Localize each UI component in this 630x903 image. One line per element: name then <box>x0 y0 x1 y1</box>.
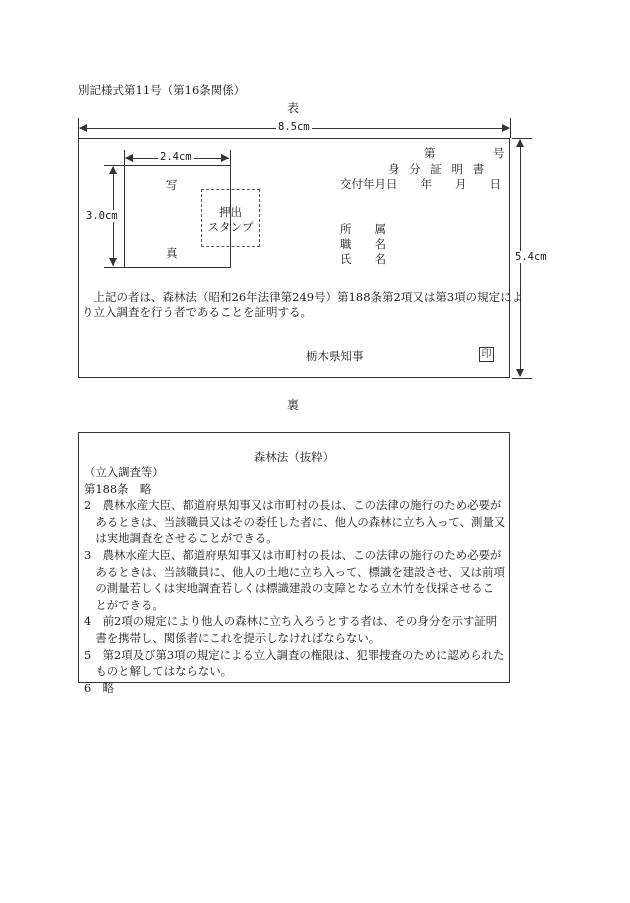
statement-line1: 上記の者は、森林法（昭和26年法律第249号）第188条第2項又は第3項の規定によ <box>82 290 524 304</box>
law-line: 4 前2項の規定により他人の森林に立ち入ろうとする者は、その身分を示す証明 <box>84 614 498 629</box>
width-label: 8.5cm <box>278 121 310 133</box>
photo-width-label: 2.4cm <box>160 151 192 163</box>
stamp-line2: スタンプ <box>207 220 254 234</box>
law-line: 6 略 <box>84 680 115 695</box>
law-line: あるときは、当該職員に、他人の土地に立ち入って、標識を建設させ、又は前項 <box>84 564 505 579</box>
photo-height-label: 3.0cm <box>86 210 118 222</box>
law-line: 第188条 略 <box>84 481 152 496</box>
stamp-line1: 押出 <box>219 205 242 219</box>
photo-char-bottom: 真 <box>166 246 178 260</box>
law-line: 3 農林水産大臣、都道府県知事又は市町村の長は、この法律の施行のため必要が <box>84 548 502 562</box>
law-line: 5 第2項及び第3項の規定による立入調査の権限は、犯罪捜査のために認められた <box>84 647 505 662</box>
back-side-label: 裏 <box>287 398 300 412</box>
height-label: 5.4cm <box>515 251 547 263</box>
law-line: とができる。 <box>84 597 164 612</box>
issuer: 栃木県知事 <box>306 349 364 363</box>
front-side-label: 表 <box>287 101 300 115</box>
law-line: 書を携帯し、関係者にこれを提示しなければならない。 <box>84 631 381 645</box>
statement-line2: り立入調査を行う者であることを証明する。 <box>82 305 312 319</box>
form-title: 別記様式第11号（第16条関係） <box>78 83 246 97</box>
photo-char-top: 写 <box>166 178 178 192</box>
law-line: の測量若しくは実地調査若しくは標識建設の支障となる立木竹を伐採させるこ <box>84 581 495 596</box>
law-line: は実地調査をさせることができる。 <box>84 531 278 546</box>
seal-mark: 印 <box>479 347 494 362</box>
field-name: 氏 名 <box>340 252 386 266</box>
field-affiliation: 所 属 <box>340 222 386 236</box>
issue-date: 交付年月日 年 月 日 <box>340 177 501 191</box>
law-line: 2 農林水産大臣、都道府県知事又は市町村の長は、この法律の施行のため必要が <box>84 498 502 513</box>
law-line: あるときは、当該職員又はその委任した者に、他人の森林に立ち入って、測量又 <box>84 514 506 529</box>
field-title: 職 名 <box>340 237 386 251</box>
law-title: 森林法（抜粋） <box>253 450 335 464</box>
law-line: （立入調査等） <box>84 465 164 479</box>
number-line: 第 号 <box>424 146 505 160</box>
card-title: 身 分 証 明 書 <box>388 162 488 176</box>
law-line: ものと解してはならない。 <box>84 664 233 679</box>
